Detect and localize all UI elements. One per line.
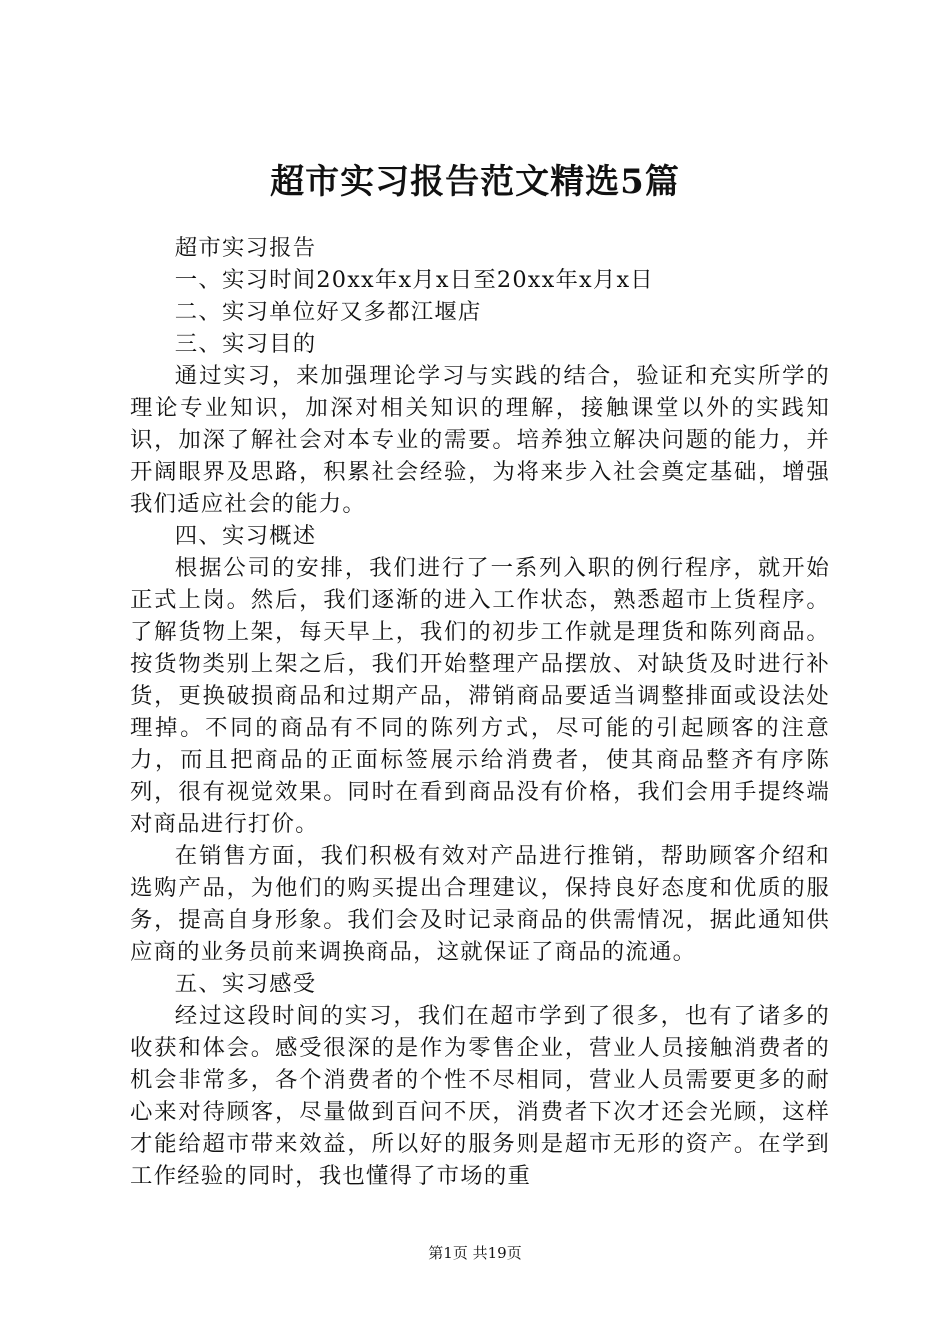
internship-time-line: 一、实习时间20xx年x月x日至20xx年x月x日 xyxy=(174,267,654,293)
purpose-paragraph: 通过实习，来加强理论学习与实践的结合，验证和充实所学的理论专业知识，加深对相关知识的理解，接触课堂以外的实践知识，加深了解社会对本专业的需要。培养独立解决问题的能力，并开阔眼界及思路，积累社会经验，为将来步入社会奠定基础，增强我们适应社会的能力。 xyxy=(130,363,830,517)
overview-heading: 四、实习概述 xyxy=(174,523,317,549)
purpose-heading: 三、实习目的 xyxy=(174,331,317,357)
internship-unit-line: 二、实习单位好又多都江堰店 xyxy=(174,299,482,325)
feelings-paragraph: 经过这段时间的实习，我们在超市学到了很多，也有了诸多的收获和体会。感受很深的是作为零售企业，营业人员接触消费者的机会非常多，各个消费者的个性不尽相同，营业人员需要更多的耐心来对待顾客，尽量做到百问不厌，消费者下次才还会光顾，这样才能给超市带来效益，所以好的服务则是超市无形的资产。在学到工作经验的同时，我也懂得了市场的重 xyxy=(130,1003,830,1189)
document-title: 超市实习报告范文精选5篇 xyxy=(270,162,680,202)
feelings-heading: 五、实习感受 xyxy=(174,971,317,997)
page-number-footer: 第1页 共19页 xyxy=(428,1244,522,1262)
section-heading: 超市实习报告 xyxy=(174,235,317,261)
overview-paragraph: 根据公司的安排，我们进行了一系列入职的例行程序，就开始正式上岗。然后，我们逐渐的进入工作状态，熟悉超市上货程序。了解货物上架，每天早上，我们的初步工作就是理货和陈列商品。按货物类别上架之后，我们开始整理产品摆放、对缺货及时进行补货，更换破损商品和过期产品，滞销商品要适当调整排面或设法处理掉。不同的商品有不同的陈列方式，尽可能的引起顾客的注意力，而且把商品的正面标签展示给消费者，使其商品整齐有序陈列，很有视觉效果。同时在看到商品没有价格，我们会用手提终端对商品进行打价。 xyxy=(130,555,830,837)
document-body xyxy=(130,232,830,1192)
sales-paragraph: 在销售方面，我们积极有效对产品进行推销，帮助顾客介绍和选购产品，为他们的购买提出合理建议，保持良好态度和优质的服务，提高自身形象。我们会及时记录商品的供需情况，据此通知供应商的业务员前来调换商品，这就保证了商品的流通。 xyxy=(130,843,830,965)
